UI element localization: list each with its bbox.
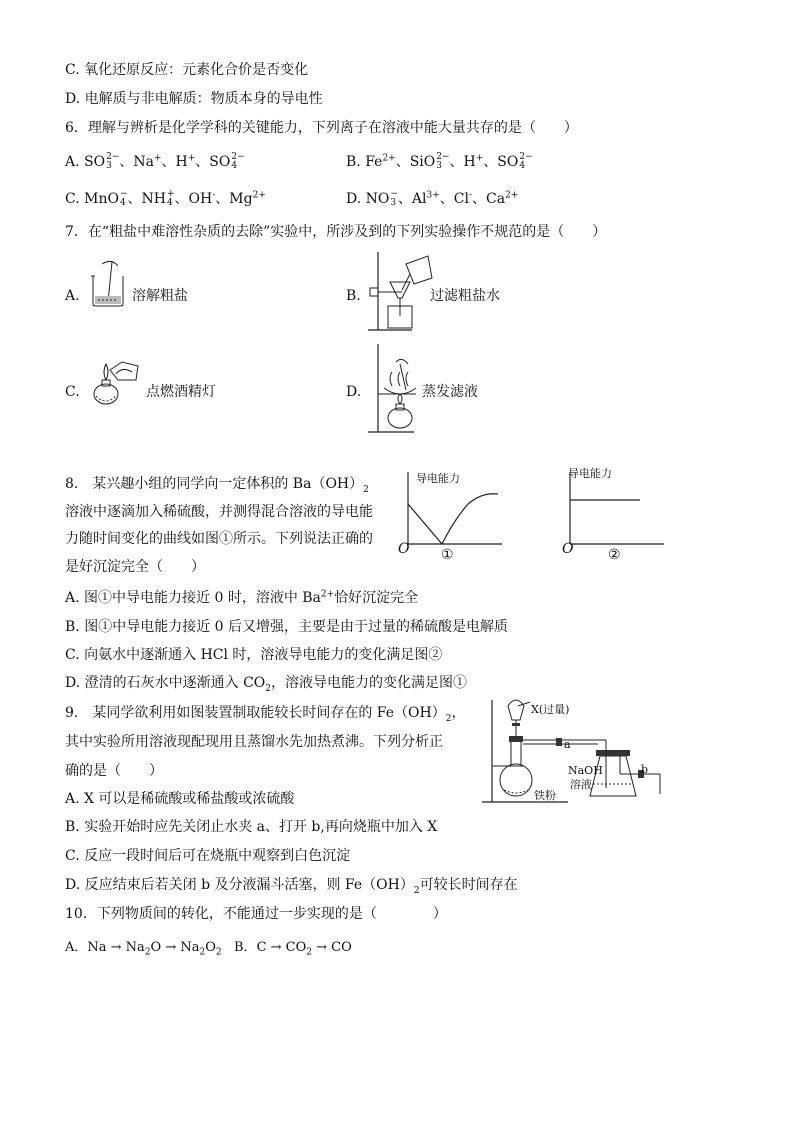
ion-text: 、SiO <box>395 154 436 170</box>
formula: O → Na <box>150 940 200 955</box>
q9-line-2: 其中实验所用溶液现配现用且蒸馏水先加热煮沸。下列分析正 <box>65 734 443 750</box>
q9-option-a: A. X 可以是稀硫酸或稀盐酸或浓硫酸 <box>65 791 295 807</box>
ion-sup: 2+ <box>382 153 396 164</box>
graph2-origin: O <box>562 541 574 557</box>
label-clamp-a: a <box>564 738 571 751</box>
label-iron-powder: 铁粉 <box>534 789 556 802</box>
conductivity-curve-1 <box>408 494 498 544</box>
text: 恰好沉淀完全 <box>334 590 419 606</box>
ion-text: MnO <box>84 191 119 207</box>
q8-option-c: C. 向氨水中逐渐通入 HCl 时，溶液导电能力的变化满足图② <box>65 647 443 663</box>
q7-c-letter: C. <box>65 384 80 400</box>
ion-sup: 3+ <box>426 190 440 201</box>
ion-text: Fe <box>365 154 383 170</box>
subscript: 2 <box>265 683 271 694</box>
ion-charge <box>390 190 398 208</box>
q7-a-text: 溶解粗盐 <box>132 288 188 304</box>
ion-sup: 2− <box>231 152 245 162</box>
ion-sup: - <box>212 190 216 201</box>
ion-sup: + <box>475 153 484 164</box>
option-letter: B. <box>346 154 366 170</box>
ion-sup: - <box>469 190 473 201</box>
q5-option-d: D. 电解质与非电解质：物质本身的导电性 <box>65 91 323 107</box>
label-naoh: NaOH <box>568 764 603 777</box>
q7-d-text: 蒸发滤液 <box>422 384 478 400</box>
ion-sup: 2+ <box>252 190 266 201</box>
ion-sup: 2− <box>436 152 450 162</box>
option-letter: B． <box>234 940 257 955</box>
q9-option-b: B. 实验开始时应先关闭止水夹 a、打开 b,再向烧瓶中加入 X <box>65 819 438 835</box>
alcohol-lamp-lighting-illustration <box>88 352 144 408</box>
formula: Na → Na <box>87 940 145 955</box>
ion-charge <box>519 153 532 171</box>
graph1-caption: ① <box>441 547 454 563</box>
option-letter: A． <box>65 940 88 955</box>
q6-option-a <box>65 153 245 171</box>
ion-sub: 4 <box>519 161 526 171</box>
ion-sup: + <box>153 153 162 164</box>
ion-text: 、H <box>449 154 476 170</box>
superscript: 2+ <box>320 589 335 600</box>
ion-charge <box>436 153 449 171</box>
text: ， <box>451 705 466 721</box>
label-naoh-solution: 溶液 <box>570 778 592 791</box>
q9-option-d <box>65 876 518 894</box>
q8-line-2: 溶液中逐滴加入稀硫酸，并测得混合溶液的导电能 <box>65 504 373 520</box>
ion-sub: 4 <box>166 198 173 208</box>
formula: C → CO <box>256 940 307 955</box>
ion-text: 、Cl <box>439 191 469 207</box>
q7-b-letter: B. <box>346 288 361 304</box>
text: A. 图①中导电能力接近 0 时，溶液中 Ba <box>65 590 321 606</box>
subscript: 2 <box>445 713 452 724</box>
ion-sup: − <box>390 189 398 199</box>
subscript: 2 <box>215 947 222 958</box>
q9-line-3: 确的是（ ） <box>65 763 163 779</box>
ion-sub: 4 <box>231 161 238 171</box>
q8-option-a <box>65 589 418 607</box>
ion-text: 、SO <box>195 154 231 170</box>
subscript: 2 <box>144 947 151 958</box>
graph2-ylabel: 导电能力 <box>568 467 612 480</box>
subscript: 2 <box>413 885 420 896</box>
text: D. 反应结束后若关闭 b 及分液漏斗活塞，则 Fe（OH） <box>65 877 414 893</box>
ion-sup: + <box>166 189 175 199</box>
q7-stem: 7．在“粗盐中难溶性杂质的去除”实验中，所涉及到的下列实验操作不规范的是（ ） <box>65 224 607 240</box>
subscript: 2 <box>199 947 206 958</box>
q6-option-d <box>346 190 518 208</box>
q8-line-3: 力随时间变化的曲线如图①所示。下列说法正确的 <box>65 531 373 547</box>
text: ，溶液导电能力的变化满足图① <box>271 675 467 691</box>
ion-text: 、H <box>161 154 188 170</box>
q8-option-d <box>65 674 467 692</box>
ion-sub: 4 <box>119 198 126 208</box>
ion-text: SO <box>84 154 106 170</box>
subscript: 2 <box>363 484 369 495</box>
q8-line-1 <box>65 475 369 493</box>
graph1-origin: O <box>398 541 410 557</box>
q7-a-letter: A. <box>65 288 80 304</box>
q10-option-b <box>234 939 352 957</box>
ion-text: 、Ca <box>472 191 506 207</box>
ion-charge <box>231 153 244 171</box>
subscript: 2 <box>306 947 313 958</box>
text: 可较长时间存在 <box>419 877 518 893</box>
ion-text: 、SO <box>483 154 519 170</box>
ion-text: 、NH <box>127 191 166 207</box>
ion-charge <box>120 190 128 208</box>
ion-sup: − <box>119 189 128 199</box>
q9-line-1 <box>65 704 465 722</box>
text: 9. 某同学欲利用如图装置制取能较长时间存在的 Fe（OH） <box>65 705 446 721</box>
ion-sup: 2− <box>106 152 120 162</box>
ion-sub: 3 <box>106 161 112 171</box>
text: 8. 某兴趣小组的同学向一定体积的 Ba（OH） <box>65 476 364 492</box>
graph2-caption: ② <box>608 547 621 563</box>
ion-sub: 3 <box>436 161 442 171</box>
ion-sub: 3 <box>390 198 397 208</box>
option-letter: C. <box>65 191 85 207</box>
ion-text: 、Na <box>119 154 154 170</box>
q5-option-c: C. 氧化还原反应：元素化合价是否变化 <box>65 62 309 78</box>
ion-sup: + <box>187 153 196 164</box>
q7-b-text: 过滤粗盐水 <box>430 288 500 304</box>
ion-sup: 2− <box>519 152 533 162</box>
q7-c-text: 点燃酒精灯 <box>146 384 216 400</box>
option-letter: A. <box>65 154 85 170</box>
q10-option-a <box>65 939 222 957</box>
ion-text: 、Mg <box>215 191 253 207</box>
ion-text: 、OH <box>174 191 213 207</box>
label-x-reagent: X(过量) <box>531 703 570 716</box>
ion-charge <box>106 153 119 171</box>
label-clamp-b: b <box>641 763 649 776</box>
ion-text: NO <box>365 191 390 207</box>
q8-line-4: 是好沉淀完全（ ） <box>65 559 205 575</box>
formula: → CO <box>312 940 352 955</box>
q7-d-letter: D. <box>346 384 362 400</box>
q6-option-b <box>346 153 533 171</box>
q6-stem: 6．理解与辨析是化学学科的关键能力，下列离子在溶液中能大量共存的是（ ） <box>65 120 578 136</box>
beaker-stirring-illustration <box>88 258 128 308</box>
graph1-ylabel: 导电能力 <box>416 472 460 485</box>
ion-sup: 2+ <box>505 190 519 201</box>
ion-charge <box>167 190 175 208</box>
formula: O <box>205 940 216 955</box>
ion-text: 、Al <box>397 191 427 207</box>
q8-option-b: B. 图①中导电能力接近 0 后又增强，主要是由于过量的稀硫酸是电解质 <box>65 619 508 635</box>
q9-option-c: C. 反应一段时间后可在烧瓶中观察到白色沉淀 <box>65 848 351 864</box>
option-letter: D. <box>346 191 366 207</box>
evaporation-illustration <box>362 342 422 436</box>
q6-option-c <box>65 190 266 208</box>
text: D. 澄清的石灰水中逐渐通入 CO <box>65 675 266 691</box>
q10-stem: 10．下列物质间的转化，不能通过一步实现的是（ ） <box>65 906 447 922</box>
